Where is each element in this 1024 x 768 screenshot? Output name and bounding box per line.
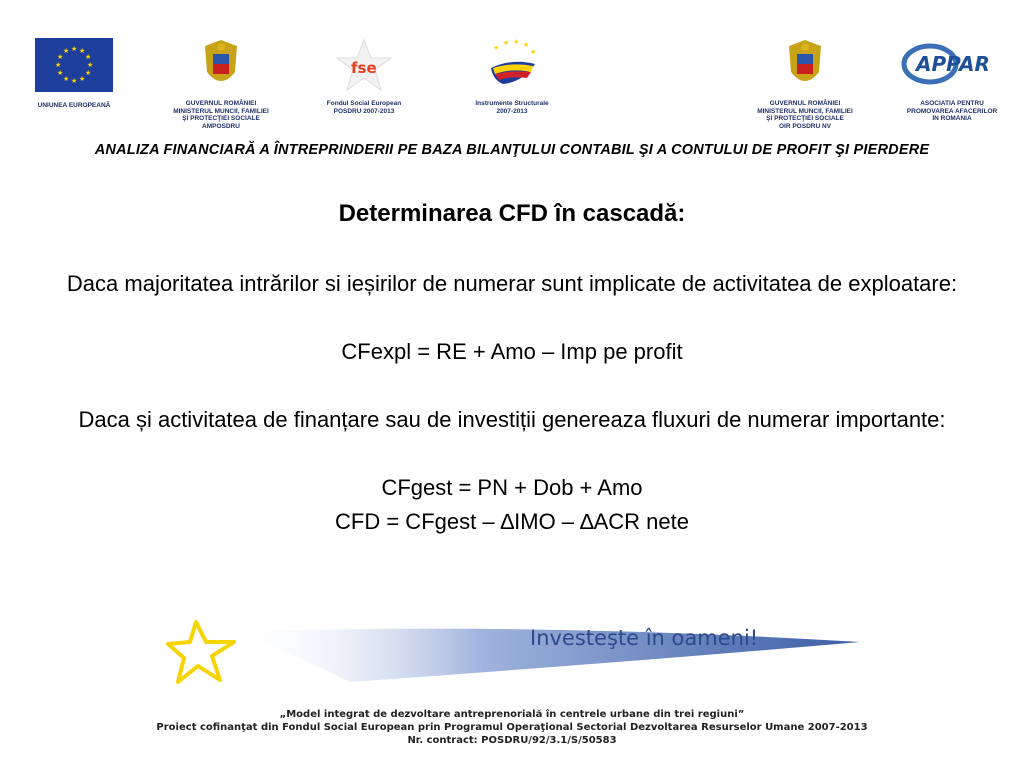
svg-text:★: ★: [503, 39, 510, 47]
svg-text:★: ★: [63, 47, 70, 55]
svg-text:★: ★: [63, 75, 70, 83]
footer-line-3: Nr. contract: POSDRU/92/3.1/S/50583: [407, 735, 617, 746]
footer-line-1: „Model integrat de dezvoltare antreprenorială în centrele urbane din trei regiuni”: [279, 709, 745, 720]
formula-cfgest: CFgest = PN + Dob + Amo: [381, 475, 643, 500]
svg-text:★: ★: [79, 47, 86, 55]
gov2-line3: ŞI PROTECŢIEI SOCIALE: [766, 115, 844, 122]
gov1-line1: GUVERNUL ROMÂNIEI: [185, 100, 257, 107]
slide-content: [40, 195, 984, 539]
svg-text:★: ★: [513, 38, 520, 46]
appar-line2: PROMOVAREA AFACERILOR: [906, 107, 998, 115]
logo-gov-1: [166, 38, 276, 130]
coat-of-arms-icon: [199, 38, 243, 94]
gov2-line1: GUVERNUL ROMÂNIEI: [769, 100, 841, 107]
document-header-title: ANALIZA FINANCIARĂ A ÎNTREPRINDERII PE BAZA BILANŢULUI CONTABIL ŞI A CONTULUI DE PROFIT ŞI PIERDERE: [94, 142, 930, 158]
slide-heading: Determinarea CFD în cascadă:: [338, 200, 686, 227]
eu-caption: UNIUNEA EUROPEANĂ: [37, 102, 111, 109]
formula-cfd: CFD = CFgest – ∆IMO – ∆ACR nete: [335, 509, 689, 534]
svg-text:★: ★: [85, 69, 92, 77]
logo-eu: [28, 38, 120, 110]
svg-text:★: ★: [55, 61, 62, 69]
structural-instruments-icon: [483, 38, 541, 94]
logo-instrumente: [466, 38, 558, 115]
coat-of-arms-icon: [783, 38, 827, 94]
paragraph-exploatare: Daca majoritatea intrărilor si ieșirilor de numerar sunt implicate de activitatea de exploatare:: [66, 271, 958, 296]
logo-gov-2: [750, 38, 860, 130]
logo-fse: [318, 38, 410, 115]
fse-line1: Fondul Social European: [326, 100, 402, 107]
is-line1: Instrumente Structurale: [475, 100, 549, 107]
logo-bar: [0, 0, 1024, 135]
svg-text:★: ★: [530, 48, 537, 56]
is-line2: 2007-2013: [496, 107, 528, 115]
svg-text:★: ★: [71, 45, 78, 53]
appar-line3: IN ROMANIA: [932, 115, 972, 122]
gov1-line2: MINISTERUL MUNCII, FAMILIEI: [173, 107, 269, 115]
slogan-text: Investeşte în oameni!: [530, 626, 759, 650]
fse-line2: POSDRU 2007-2013: [333, 107, 395, 115]
paragraph-finantare: Daca și activitatea de finanțare sau de investiții genereaza fluxuri de numerar importante:: [78, 407, 946, 432]
svg-text:★: ★: [87, 61, 94, 69]
svg-text:★: ★: [71, 77, 78, 85]
eu-flag-icon: [35, 38, 113, 92]
svg-text:★: ★: [523, 41, 530, 49]
gov1-line3: ŞI PROTECŢIEI SOCIALE: [182, 115, 260, 122]
gov2-line4: OIR POSDRU NV: [778, 122, 831, 130]
formula-cfexpl: CFexpl = RE + Amo – Imp pe profit: [341, 339, 683, 364]
footer-text: [0, 708, 1024, 747]
svg-text:★: ★: [57, 53, 64, 61]
gov1-line4: AMPOSDRU: [202, 122, 240, 130]
fse-mark: fse: [351, 59, 377, 77]
svg-text:★: ★: [57, 69, 64, 77]
fse-star-icon: [334, 38, 394, 94]
gov2-line2: MINISTERUL MUNCII, FAMILIEI: [757, 107, 853, 115]
footer-line-2: Proiect cofinanţat din Fondul Social European prin Programul Operaţional Sectorial Dezvoltarea Resurselor Umane 2007-2013: [156, 722, 868, 733]
appar-icon: [900, 38, 1004, 90]
svg-text:★: ★: [79, 75, 86, 83]
logo-appar: [896, 38, 1008, 123]
footer-banner: [160, 612, 880, 712]
appar-mark: APPAR: [916, 52, 990, 76]
appar-line1: ASOCIATIA PENTRU: [920, 100, 984, 107]
svg-text:★: ★: [493, 44, 500, 52]
svg-text:★: ★: [85, 53, 92, 61]
